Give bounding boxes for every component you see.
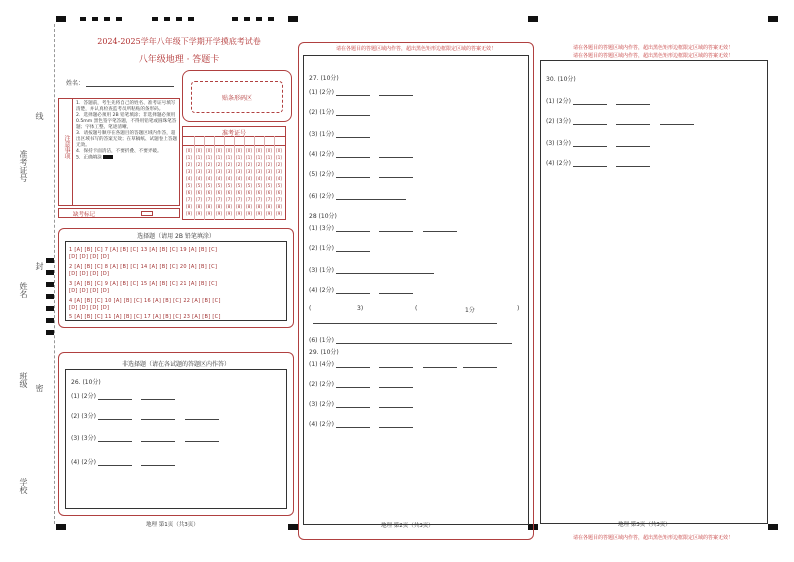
- position-mark: [116, 17, 122, 21]
- choice-row[interactable]: [D] [D] [D] [D]: [69, 305, 110, 311]
- q28-title: 28 (10分): [309, 213, 337, 220]
- exam-number-bubble[interactable]: [0]: [266, 148, 272, 153]
- exam-number-bubble[interactable]: [6]: [266, 190, 272, 195]
- exam-number-bubble[interactable]: [7]: [206, 197, 212, 202]
- position-mark: [232, 17, 238, 21]
- position-mark: [244, 17, 250, 21]
- exam-number-bubble[interactable]: [5]: [186, 183, 192, 188]
- exam-number-bubble[interactable]: [6]: [196, 190, 202, 195]
- exam-number-bubble[interactable]: [1]: [196, 155, 202, 160]
- exam-number-bubble[interactable]: [7]: [186, 197, 192, 202]
- exam-number-bubble[interactable]: [6]: [226, 190, 232, 195]
- notice-box: [58, 98, 180, 206]
- position-mark: [56, 524, 66, 530]
- exam-number-bubble[interactable]: [0]: [196, 148, 202, 153]
- q28-part5-row[interactable]: ( 3) ( 1分 ): [309, 305, 520, 314]
- exam-number-bubble[interactable]: [1]: [206, 155, 212, 160]
- q30-title: 30. (10分): [546, 76, 576, 83]
- position-mark: [768, 16, 778, 22]
- position-mark: [80, 17, 86, 21]
- exam-number-bubble[interactable]: [2]: [266, 162, 272, 167]
- exam-number-bubble[interactable]: [2]: [186, 162, 192, 167]
- exam-number-bubble[interactable]: [5]: [236, 183, 242, 188]
- name-field[interactable]: [66, 78, 174, 87]
- exam-number-bubble[interactable]: [3]: [236, 169, 242, 174]
- exam-number-bubble[interactable]: [5]: [276, 183, 282, 188]
- q29-part[interactable]: (1) (4分): [309, 359, 497, 368]
- column3-answer-box: [540, 60, 768, 524]
- position-mark: [92, 17, 98, 21]
- choice-title: 选择题（请用 2B 铅笔填涂）: [137, 233, 215, 240]
- exam-number-bubble[interactable]: [2]: [206, 162, 212, 167]
- position-mark: [256, 17, 262, 21]
- missing-mark-row: [58, 208, 180, 218]
- position-mark: [56, 16, 66, 22]
- exam-number-bubble[interactable]: [8]: [266, 204, 272, 209]
- q29-part[interactable]: (3) (2分): [309, 399, 413, 408]
- page-subtitle: 八年级地理 · 答题卡: [138, 55, 220, 65]
- choice-row[interactable]: [D] [D] [D] [D]: [69, 271, 110, 277]
- notice-item: 2．选择题必须用 2B 铅笔填涂；非选择题必须用 0.5mm 黑色签字笔答题，不得用铅笔或圆珠笔答题；字体工整、笔迹清晰。: [76, 113, 177, 130]
- column2-panel: [298, 42, 534, 540]
- exam-number-bubble[interactable]: [0]: [226, 148, 232, 153]
- exam-number-bubble[interactable]: [3]: [276, 169, 282, 174]
- exam-number-bubble[interactable]: [9]: [196, 211, 202, 216]
- notice-item: 3．请按题号顺序在各题目的答题区域内作答，超出区域书写的答案无效；在草稿纸、试题卷上答题无效。: [76, 131, 178, 148]
- exam-number-bubble[interactable]: [4]: [246, 176, 252, 181]
- choice-row[interactable]: [D] [D] [D] [D]: [69, 254, 110, 260]
- exam-number-bubble[interactable]: [4]: [276, 176, 282, 181]
- exam-number-bubble[interactable]: [9]: [266, 211, 272, 216]
- exam-number-bubble[interactable]: [7]: [246, 197, 252, 202]
- choice-row[interactable]: 1 [A] [B] [C] 7 [A] [B] [C] 13 [A] [B] [C] 19 [A] [B] [C]: [69, 247, 218, 253]
- q28-part6[interactable]: (6) (1分): [309, 335, 512, 344]
- name-input-line[interactable]: [86, 81, 174, 87]
- exam-number-bubble[interactable]: [5]: [256, 183, 262, 188]
- label-name: 姓名: [19, 282, 28, 298]
- side-mark: [46, 306, 54, 311]
- exam-number-bubble[interactable]: [3]: [246, 169, 252, 174]
- exam-number-bubble[interactable]: [4]: [206, 176, 212, 181]
- exam-number-bubble[interactable]: [0]: [206, 148, 212, 153]
- exam-number-bubble[interactable]: [8]: [226, 204, 232, 209]
- side-mark: [46, 270, 54, 275]
- exam-number-bubble[interactable]: [9]: [246, 211, 252, 216]
- exam-number-bubble[interactable]: [9]: [236, 211, 242, 216]
- exam-number-bubble[interactable]: [0]: [246, 148, 252, 153]
- exam-number-bubble[interactable]: [2]: [226, 162, 232, 167]
- exam-number-bubble[interactable]: [4]: [236, 176, 242, 181]
- exam-number-bubble[interactable]: [2]: [276, 162, 282, 167]
- q29-part[interactable]: (2) (2分): [309, 379, 413, 388]
- column3-warning-bottom: 请在各题目的答题区域内作答，超出黑色矩形边框限定区域的答案无效！: [572, 535, 733, 541]
- exam-number-bubble[interactable]: [1]: [226, 155, 232, 160]
- q27-part[interactable]: (6) (2分): [309, 191, 406, 200]
- position-mark: [152, 17, 158, 21]
- column3-warning-top: 请在各题目的答题区域内作答，超出黑色矩形边框限定区域的答案无效！: [572, 45, 733, 51]
- exam-number-bubble[interactable]: [3]: [186, 169, 192, 174]
- label-exam-no: 准考证号: [19, 150, 28, 182]
- exam-number-bubble[interactable]: [9]: [216, 211, 222, 216]
- side-mark: [46, 294, 54, 299]
- position-mark: [176, 17, 182, 21]
- column3-warning-top2: 请在各题目的答题区域内作答，超出黑色矩形边框限定区域的答案无效！: [572, 53, 733, 59]
- exam-number-bubble[interactable]: [8]: [256, 204, 262, 209]
- exam-number-bubble[interactable]: [9]: [256, 211, 262, 216]
- exam-number-grid: [182, 126, 286, 220]
- exam-number-bubble[interactable]: [5]: [196, 183, 202, 188]
- page3-footer: 地理 第3页（共3页）: [618, 522, 671, 528]
- q27-title: 27. (10分): [309, 75, 339, 82]
- exam-number-bubble[interactable]: [8]: [206, 204, 212, 209]
- exam-number-bubble[interactable]: [7]: [256, 197, 262, 202]
- exam-number-bubble[interactable]: [1]: [246, 155, 252, 160]
- exam-number-bubble[interactable]: [2]: [216, 162, 222, 167]
- exam-number-bubble[interactable]: [1]: [236, 155, 242, 160]
- q28-part[interactable]: (2) (1分): [309, 243, 370, 252]
- exam-number-bubble[interactable]: [7]: [236, 197, 242, 202]
- exam-number-bubble[interactable]: [8]: [276, 204, 282, 209]
- exam-number-bubble[interactable]: [6]: [246, 190, 252, 195]
- label-school: 学校: [19, 478, 28, 494]
- choice-section: [58, 228, 294, 328]
- binding-line: [54, 24, 55, 524]
- exam-number-bubble[interactable]: [5]: [266, 183, 272, 188]
- exam-number-bubble[interactable]: [6]: [256, 190, 262, 195]
- exam-number-bubble[interactable]: [9]: [206, 211, 212, 216]
- q29-part[interactable]: (4) (2分): [309, 419, 413, 428]
- q26-part[interactable]: (4) (2分): [71, 457, 175, 466]
- exam-number-bubble[interactable]: [4]: [226, 176, 232, 181]
- exam-number-bubble[interactable]: [4]: [266, 176, 272, 181]
- q26-title: 26. (10分): [71, 379, 101, 386]
- column3-panel: [538, 42, 770, 546]
- label-class: 班级: [19, 372, 28, 388]
- notice-list: [76, 101, 178, 162]
- side-mark: [46, 258, 54, 263]
- exam-number-bubble[interactable]: [2]: [246, 162, 252, 167]
- exam-number-bubble[interactable]: [8]: [236, 204, 242, 209]
- side-mark: [46, 282, 54, 287]
- exam-number-bubble[interactable]: [3]: [216, 169, 222, 174]
- choice-row[interactable]: 4 [A] [B] [C] 10 [A] [B] [C] 16 [A] [B] [C] 22 [A] [B] [C]: [69, 298, 221, 304]
- position-mark: [188, 17, 194, 21]
- exam-number-bubble[interactable]: [8]: [196, 204, 202, 209]
- exam-number-bubble[interactable]: [9]: [226, 211, 232, 216]
- missing-checkbox[interactable]: [141, 211, 153, 216]
- exam-number-bubble[interactable]: [2]: [256, 162, 262, 167]
- exam-number-bubble[interactable]: [4]: [256, 176, 262, 181]
- side-mark: [46, 318, 54, 323]
- page2-footer: 地理 第2页（共3页）: [381, 523, 434, 529]
- exam-number-bubble[interactable]: [1]: [256, 155, 262, 160]
- exam-number-bubble[interactable]: [3]: [266, 169, 272, 174]
- label-line: 线: [35, 112, 44, 120]
- exam-number-bubble[interactable]: [8]: [186, 204, 192, 209]
- q27-part[interactable]: (5) (2分): [309, 169, 413, 178]
- position-mark: [528, 16, 538, 22]
- choice-row[interactable]: 5 [A] [B] [C] 11 [A] [B] [C] 17 [A] [B] [C] 23 [A] [B] [C]: [69, 314, 221, 320]
- q26-part[interactable]: (2) (3分): [71, 411, 219, 420]
- page1-footer: 地理 第1页（共3页）: [146, 522, 199, 528]
- exam-number-bubble[interactable]: [7]: [266, 197, 272, 202]
- exam-number-bubble[interactable]: [3]: [226, 169, 232, 174]
- exam-number-bubble[interactable]: [5]: [206, 183, 212, 188]
- q30-part[interactable]: (2) (3分): [546, 116, 694, 125]
- exam-number-bubble[interactable]: [8]: [246, 204, 252, 209]
- filled-example-icon: [103, 155, 113, 159]
- q27-part[interactable]: (1) (2分): [309, 87, 413, 96]
- q26-part[interactable]: (3) (3分): [71, 433, 219, 442]
- q30-part[interactable]: (4) (2分): [546, 158, 650, 167]
- position-mark: [164, 17, 170, 21]
- exam-number-bubble[interactable]: [5]: [216, 183, 222, 188]
- exam-number-bubble[interactable]: [1]: [216, 155, 222, 160]
- q27-part[interactable]: (4) (2分): [309, 149, 413, 158]
- q30-part[interactable]: (3) (3分): [546, 138, 650, 147]
- position-mark: [288, 524, 298, 530]
- choice-row[interactable]: 3 [A] [B] [C] 9 [A] [B] [C] 15 [A] [B] [C] 21 [A] [B] [C]: [69, 281, 218, 287]
- q29-title: 29. (10分): [309, 349, 339, 356]
- nonchoice-title: 非选择题（请在各试题的答题区内作答）: [121, 361, 230, 368]
- exam-number-bubble[interactable]: [6]: [236, 190, 242, 195]
- notice-item: 4．保持卡面清洁，不要折叠、不要弄破。: [76, 149, 162, 154]
- q28-part[interactable]: (3) (1分): [309, 265, 434, 274]
- exam-number-bubble[interactable]: [7]: [196, 197, 202, 202]
- exam-number-bubble[interactable]: [2]: [196, 162, 202, 167]
- column2-warning: 请在各题目的答题区域内作答，超出黑色矩形边框限定区域的答案无效！: [335, 46, 496, 52]
- exam-number-bubble[interactable]: [6]: [206, 190, 212, 195]
- exam-number-bubble[interactable]: [4]: [196, 176, 202, 181]
- q27-part[interactable]: (2) (1分): [309, 107, 370, 116]
- q28-part[interactable]: (1) (3分): [309, 223, 457, 232]
- exam-number-bubble[interactable]: [8]: [216, 204, 222, 209]
- choice-row[interactable]: 2 [A] [B] [C] 8 [A] [B] [C] 14 [A] [B] [C] 20 [A] [B] [C]: [69, 264, 218, 270]
- label-seal2: 密: [35, 384, 44, 392]
- barcode-area: [182, 70, 292, 122]
- exam-number-bubble[interactable]: [1]: [276, 155, 282, 160]
- notice-title-cell: [59, 99, 73, 205]
- notice-item: 1．答题前，考生先将自己的姓名、准考证号填写清楚，并认真检查监考员所粘贴的条形码。: [76, 101, 176, 112]
- exam-number-bubble[interactable]: [3]: [256, 169, 262, 174]
- missing-label: 缺考标记: [73, 212, 96, 218]
- nonchoice-section: [58, 352, 294, 516]
- page-title: 2024-2025学年八年级下学期开学摸底考试卷: [97, 37, 261, 46]
- exam-number-bubble[interactable]: [2]: [236, 162, 242, 167]
- q27-part[interactable]: (3) (1分): [309, 129, 370, 138]
- choice-row[interactable]: [D] [D] [D] [D]: [69, 288, 110, 294]
- exam-number-bubble[interactable]: [9]: [276, 211, 282, 216]
- q28-part[interactable]: (4) (2分): [309, 285, 413, 294]
- exam-number-bubble[interactable]: [7]: [216, 197, 222, 202]
- exam-number-bubble[interactable]: [4]: [186, 176, 192, 181]
- name-label: 姓名：: [66, 80, 85, 87]
- exam-number-bubble[interactable]: [9]: [186, 211, 192, 216]
- barcode-label: 贴条形码区: [221, 95, 252, 102]
- label-seal: 封: [35, 262, 44, 270]
- exam-number-bubble[interactable]: [6]: [186, 190, 192, 195]
- exam-number-bubble[interactable]: [7]: [226, 197, 232, 202]
- notice-item-fill: 5．正确填涂: [76, 155, 178, 162]
- exam-number-bubble[interactable]: [5]: [246, 183, 252, 188]
- exam-number-title: 准考证号: [221, 130, 246, 137]
- side-mark: [46, 330, 54, 335]
- exam-number-bubble[interactable]: [6]: [276, 190, 282, 195]
- exam-number-bubble[interactable]: [1]: [266, 155, 272, 160]
- position-mark: [104, 17, 110, 21]
- exam-number-bubble[interactable]: [0]: [236, 148, 242, 153]
- position-mark: [288, 16, 298, 22]
- q26-part[interactable]: (1) (2分): [71, 391, 175, 400]
- exam-number-bubble[interactable]: [0]: [186, 148, 192, 153]
- position-mark: [268, 17, 274, 21]
- exam-number-bubble[interactable]: [3]: [196, 169, 202, 174]
- exam-number-bubble[interactable]: [0]: [276, 148, 282, 153]
- q30-part[interactable]: (1) (2分): [546, 96, 650, 105]
- exam-number-bubble[interactable]: [0]: [216, 148, 222, 153]
- exam-number-bubble[interactable]: [6]: [216, 190, 222, 195]
- q28-part5-line[interactable]: [313, 323, 497, 324]
- exam-number-bubble[interactable]: [0]: [256, 148, 262, 153]
- exam-number-bubble[interactable]: [7]: [276, 197, 282, 202]
- exam-number-bubble[interactable]: [5]: [226, 183, 232, 188]
- exam-number-bubble[interactable]: [4]: [216, 176, 222, 181]
- notice-title: 注意事项: [63, 135, 70, 159]
- exam-number-bubble[interactable]: [3]: [206, 169, 212, 174]
- exam-number-bubble[interactable]: [1]: [186, 155, 192, 160]
